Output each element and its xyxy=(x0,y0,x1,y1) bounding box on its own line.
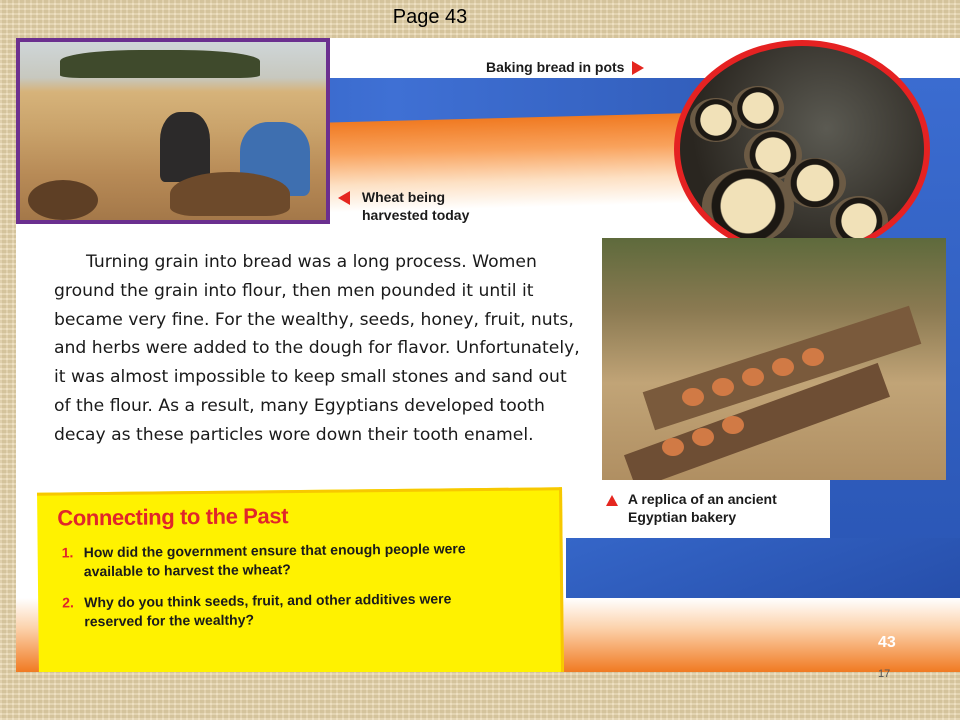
question-2-line2: reserved for the wealthy? xyxy=(84,611,255,630)
connecting-title: Connecting to the Past xyxy=(57,503,289,531)
bakery-pot xyxy=(682,388,704,406)
page-label: Page 43 xyxy=(392,6,468,28)
pot xyxy=(702,168,794,244)
caption-bakery-line2: Egyptian bakery xyxy=(628,509,737,525)
body-paragraph: Turning grain into bread was a long process. Women ground the grain into flour, then men pounded it until it became very fine. For the wealthy, seeds, honey, fruit, nuts, and herbs were added to the dough for flavor. Unfortunately, it was almost impossible to keep small stones and sand out of the flour. As a result, many Egyptians developed tooth decay as these particles wore down their tooth enamel. xyxy=(54,252,580,445)
bakery-pot xyxy=(742,368,764,386)
question-2-line1: Why do you think seeds, fruit, and other additives were xyxy=(84,590,452,611)
wheat-basket xyxy=(170,172,290,216)
worker-figure xyxy=(160,112,210,182)
bakery-pot xyxy=(772,358,794,376)
pot xyxy=(732,86,784,130)
bakery-pot xyxy=(692,428,714,446)
wheat-harvest-photo xyxy=(16,38,330,224)
caption-wheat-line2: harvested today xyxy=(362,207,470,223)
bakery-pot xyxy=(802,348,824,366)
wheat-basket xyxy=(28,180,98,220)
question-1 xyxy=(62,539,532,582)
arrow-right-icon xyxy=(632,61,644,75)
bakery-pot xyxy=(722,416,744,434)
bakery-pot xyxy=(662,438,684,456)
caption-baking-text: Baking bread in pots xyxy=(486,59,625,75)
arrow-left-icon xyxy=(338,191,350,205)
caption-wheat xyxy=(338,188,469,224)
arrow-up-icon xyxy=(606,495,618,506)
baking-pots-photo xyxy=(674,40,930,258)
caption-bakery xyxy=(606,490,777,526)
wheat-trees xyxy=(60,50,260,78)
question-1-line1: How did the government ensure that enough people were xyxy=(83,540,466,561)
bakery-replica-photo xyxy=(602,238,946,480)
question-1-line2: available to harvest the wheat? xyxy=(83,561,291,580)
caption-baking xyxy=(486,58,644,76)
question-2 xyxy=(62,589,532,632)
slide-number: 17 xyxy=(878,668,891,680)
connecting-box xyxy=(37,487,564,672)
caption-bakery-line1: A replica of an ancient xyxy=(627,491,777,507)
bakery-pot xyxy=(712,378,734,396)
book-page-number: 43 xyxy=(878,634,896,651)
question-1-number: 1. xyxy=(61,544,74,561)
caption-wheat-line1: Wheat being xyxy=(361,189,446,205)
textbook-page xyxy=(16,38,960,672)
question-2-number: 2. xyxy=(62,594,74,611)
